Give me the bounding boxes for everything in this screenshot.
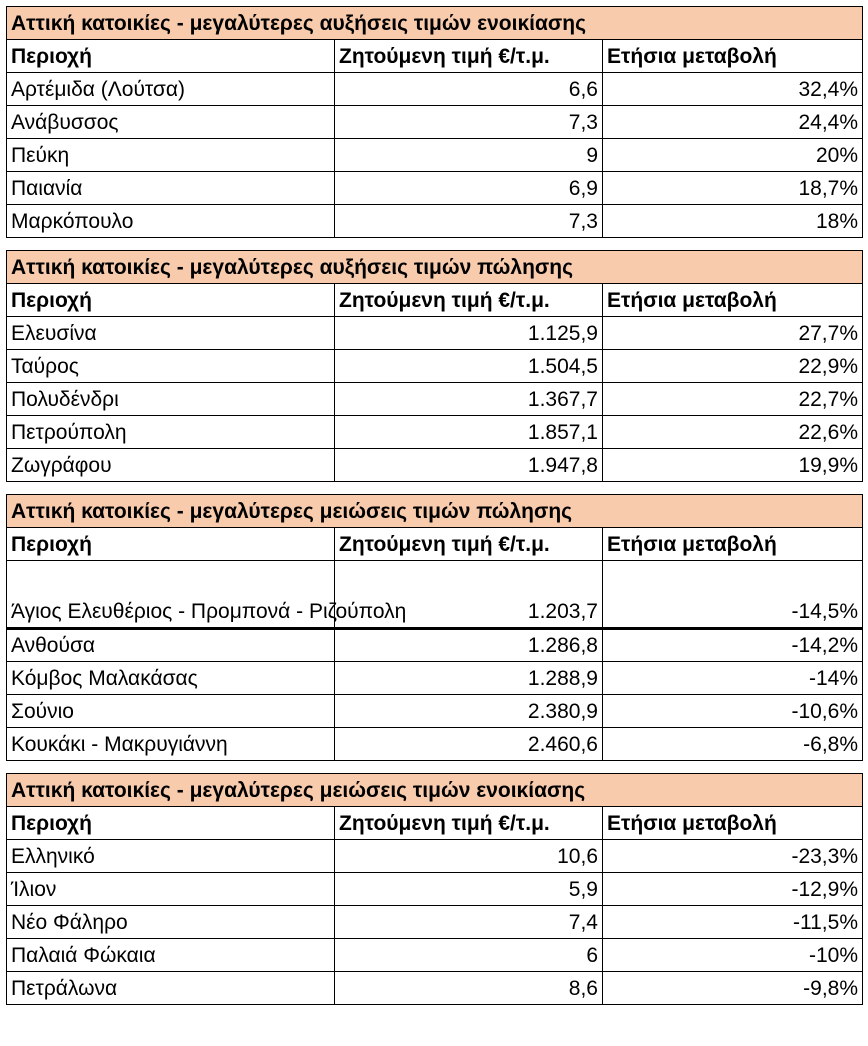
change-cell: -14,2% — [603, 629, 863, 662]
price-cell: 7,3 — [335, 106, 603, 139]
change-cell: 18% — [603, 205, 863, 238]
area-cell: Ταύρος — [7, 350, 335, 383]
area-cell: Άγιος Ελευθέριος - Προμπονά - Ριζούπολη — [7, 561, 335, 629]
header-change: Ετήσια μεταβολή — [603, 40, 863, 73]
table-row — [7, 416, 863, 449]
area-cell: Ανάβυσσος — [7, 106, 335, 139]
change-cell: -10% — [603, 939, 863, 972]
table-row — [7, 728, 863, 761]
table-row — [7, 139, 863, 172]
table-row — [7, 172, 863, 205]
table-row — [7, 561, 863, 629]
table-sale-increases — [6, 250, 863, 482]
table-title: Αττική κατοικίες - μεγαλύτερες μειώσεις τιμών ενοικίασης — [7, 774, 863, 807]
price-cell: 8,6 — [335, 972, 603, 1005]
change-cell: 20% — [603, 139, 863, 172]
change-cell: 22,7% — [603, 383, 863, 416]
area-cell: Ανθούσα — [7, 629, 335, 662]
area-cell: Ελευσίνα — [7, 317, 335, 350]
price-cell: 6,9 — [335, 172, 603, 205]
table-row — [7, 873, 863, 906]
price-cell: 7,3 — [335, 205, 603, 238]
change-cell: 18,7% — [603, 172, 863, 205]
price-cell: 10,6 — [335, 840, 603, 873]
area-cell: Αρτέμιδα (Λούτσα) — [7, 73, 335, 106]
change-cell: -12,9% — [603, 873, 863, 906]
table-row — [7, 383, 863, 416]
change-cell: 19,9% — [603, 449, 863, 482]
table-row — [7, 73, 863, 106]
table-title: Αττική κατοικίες - μεγαλύτερες μειώσεις τιμών πώλησης — [7, 495, 863, 528]
area-cell: Ίλιον — [7, 873, 335, 906]
table-row — [7, 972, 863, 1005]
area-cell: Νέο Φάληρο — [7, 906, 335, 939]
table-row — [7, 106, 863, 139]
header-price: Ζητούμενη τιμή €/τ.μ. — [335, 40, 603, 73]
change-cell: 22,9% — [603, 350, 863, 383]
price-cell: 2.380,9 — [335, 695, 603, 728]
change-cell: 32,4% — [603, 73, 863, 106]
change-cell: 22,6% — [603, 416, 863, 449]
table-title: Αττική κατοικίες - μεγαλύτερες αυξήσεις τιμών πώλησης — [7, 251, 863, 284]
change-cell: -10,6% — [603, 695, 863, 728]
table-row — [7, 449, 863, 482]
header-area: Περιοχή — [7, 40, 335, 73]
table-gap — [6, 761, 862, 773]
price-cell: 2.460,6 — [335, 728, 603, 761]
table-row — [7, 205, 863, 238]
table-row — [7, 629, 863, 662]
table-row — [7, 939, 863, 972]
area-cell: Πεύκη — [7, 139, 335, 172]
price-cell: 9 — [335, 139, 603, 172]
table-row — [7, 840, 863, 873]
price-cell: 1.288,9 — [335, 662, 603, 695]
area-cell: Πολυδένδρι — [7, 383, 335, 416]
table-sale-decreases — [6, 494, 863, 761]
price-cell: 7,4 — [335, 906, 603, 939]
table-row — [7, 317, 863, 350]
change-cell: 24,4% — [603, 106, 863, 139]
change-cell: -14,5% — [603, 561, 863, 629]
header-area: Περιοχή — [7, 284, 335, 317]
header-area: Περιοχή — [7, 807, 335, 840]
table-gap — [6, 238, 862, 250]
change-cell: 27,7% — [603, 317, 863, 350]
price-cell: 1.947,8 — [335, 449, 603, 482]
header-change: Ετήσια μεταβολή — [603, 528, 863, 561]
area-cell: Πετρούπολη — [7, 416, 335, 449]
tables-container — [6, 6, 862, 1005]
table-rent-decreases — [6, 773, 863, 1005]
price-cell: 1.203,7 — [335, 561, 603, 629]
table-row — [7, 695, 863, 728]
price-cell: 6,6 — [335, 73, 603, 106]
area-cell: Κουκάκι - Μακρυγιάννη — [7, 728, 335, 761]
table-gap — [6, 482, 862, 494]
area-cell: Ζωγράφου — [7, 449, 335, 482]
area-cell: Παλαιά Φώκαια — [7, 939, 335, 972]
price-cell: 5,9 — [335, 873, 603, 906]
change-cell: -9,8% — [603, 972, 863, 1005]
table-row — [7, 350, 863, 383]
price-cell: 1.857,1 — [335, 416, 603, 449]
change-cell: -23,3% — [603, 840, 863, 873]
change-cell: -6,8% — [603, 728, 863, 761]
area-cell: Παιανία — [7, 172, 335, 205]
area-cell: Ελληνικό — [7, 840, 335, 873]
header-price: Ζητούμενη τιμή €/τ.μ. — [335, 528, 603, 561]
area-cell: Μαρκόπουλο — [7, 205, 335, 238]
area-cell: Κόμβος Μαλακάσας — [7, 662, 335, 695]
header-price: Ζητούμενη τιμή €/τ.μ. — [335, 284, 603, 317]
header-change: Ετήσια μεταβολή — [603, 807, 863, 840]
header-price: Ζητούμενη τιμή €/τ.μ. — [335, 807, 603, 840]
table-row — [7, 662, 863, 695]
price-cell: 1.367,7 — [335, 383, 603, 416]
change-cell: -14% — [603, 662, 863, 695]
header-area: Περιοχή — [7, 528, 335, 561]
table-title: Αττική κατοικίες - μεγαλύτερες αυξήσεις τιμών ενοικίασης — [7, 7, 863, 40]
price-cell: 1.504,5 — [335, 350, 603, 383]
price-cell: 1.125,9 — [335, 317, 603, 350]
price-cell: 1.286,8 — [335, 629, 603, 662]
header-change: Ετήσια μεταβολή — [603, 284, 863, 317]
table-row — [7, 906, 863, 939]
table-rent-increases — [6, 6, 863, 238]
price-cell: 6 — [335, 939, 603, 972]
change-cell: -11,5% — [603, 906, 863, 939]
area-cell: Πετράλωνα — [7, 972, 335, 1005]
area-cell: Σούνιο — [7, 695, 335, 728]
